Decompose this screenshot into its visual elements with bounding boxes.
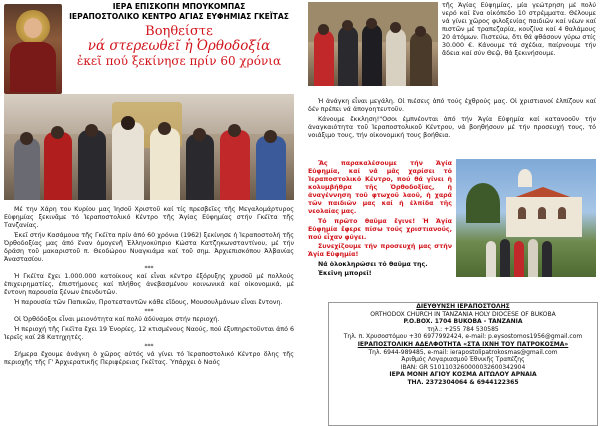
left-body-text [4,206,294,369]
separator-stars: *** [144,308,154,315]
left-paragraph-6: Ἡ περιοχή τῆς Γκέϊτα ἔχει 19 Ἐνορίες, 12 κτισμένους Ναούς, πού ἐξυπηρετοῦνται ἀπό 6 Ἱερεῖς καί 28 Κατηχητές. [4,326,294,341]
contact-box [328,302,598,426]
face-shape [24,18,42,38]
right-column [308,2,596,424]
right-paragraph-3: Κάνουμε ἔκκληση!"Οσοι ἐμπνέονται ἀπό τήν Ἁγία Εὐφημία καί κατανοοῦν τήν ἀναγκαιότητα τοῦ Ἱεραποστολικοῦ Κέντρου, νά βοηθήσουν μέ τήν προσευχή τους, τό νοιάξιμο τους, τήν οἰκονομική τους βοήθεια. [308,115,596,139]
saint-icon-image [4,4,62,94]
community-group-photo [308,2,438,86]
title-line-3: ἐκεῖ πού ξεκίνησε πρίν 60 χρόνια [76,54,282,68]
contact-iban: IBAN: GR 5101103260000032600342904 [400,363,526,371]
robe-shape [10,42,56,92]
left-paragraph-5: Οἱ Ὀρθόδοξοι εἶναι μειονότητα καί πολύ ἀδύναμοι στήν περιοχή. [14,316,220,323]
contact-brotherhood: ΙΕΡΑΠΟΣΤΟΛΙΚΗ ΑΔΕΛΦΟΤΗΤΑ «ΣΤΑ ΙΧΝΗ ΤΟΥ ΠΑΤΡΟΚΟΣΜΑ» [357,340,569,348]
contact-monastery: ΙΕΡΑ ΜΟΝΗ ΑΓΙΟΥ ΚΟΣΜΑ ΑΙΤΩΛΟΥ ΑΡΝΑΙΑ [389,371,537,379]
separator-stars: *** [144,265,154,272]
contact-heading: ΔΙΕΥΘΥΝΣΗ ΙΕΡΑΠΟΣΤΟΛΗΣ [416,303,510,310]
right-paragraph-1: τῆς Ἁγίας Εὐφημίας, μία γεώτρηση μέ πολύ νερό καί ἕνα οἰκόπεδο 10 στρέμματα. Θέλουμε νά γίνει χῶρος φιλοξενίας παιδιῶν καί νέων καί πιστῶν μέ τραπεζαρία, κουζίνα καί 4 θαλάμους 20 ἀτόμων. Πιστεύω, ὅτι θά φθάσουν γύρω στίς 30.000 €. Κάνουμε τά σχέδια, παίρνουμε τήν ἄδεια καί σύν Θεῷ, θά ξεκινήσουμε. [442,2,596,57]
right-text-middle [308,98,596,141]
left-paragraph-7: Σήμερα ἔχουμε ἀνάγκη ὁ χῶρος αὐτός νά γίνει τό Ἱεραποστολικό Κέντρο ὅλης τῆς περιοχῆς τῆς Γ' Ἀρχιερατικῆς Περιφέρειας Γκέϊτας. Ὑπάρχει ὁ Ναός [4,351,294,366]
contact-phone-tz: τηλ.: +255 784 530585 [427,325,499,333]
church-building-photo [456,159,596,277]
left-paragraph-4: Ἡ παρουσία τῶν Παπικῶν, Προτεσταντῶν κάθε εἴδους, Μουσουλμάνων εἶναι ἔντονη. [14,299,283,306]
clergy-group-photo [4,94,294,200]
right-paragraph-2: Ἡ ἀνάγκη εἶναι μεγάλη. Οἱ πιέσεις ἀπό τούς ἐχθρούς μας. Οἱ χριστιανοί ἐλπίζουν καί δέν πρέπει νά ἀπογοητευτοῦν. [308,98,596,113]
contact-monastery-phone: ΤΗΛ. 2372304064 & 6944122365 [407,378,519,386]
right-paragraph-6: Συνεχίζουμε τήν προσευχή μας στήν Ἁγία Εὐφημία! [308,243,452,258]
right-text-lower [308,160,452,280]
left-paragraph-2: Ἐκεῖ στήν Κασάμουα τῆς Γκέϊτα πρίν ἀπό 60 χρόνια (1962) ξεκίνησε ἡ Ἱεραποστολή τῆς Ὀρθοδοξίας μας ἀπό ἕναν ὁμογενῆ Ἑλληνοκύπριο Κώστα Κατζηκωνσταντίνου, μέ τήν δράση τοῦ μακαριστοῦ π. Θεοδώρου Νυαγκιάμα καί τοῦ σημ. Ἀρχιεπισκόπου Ἀλβανίας Ἀναστασίου. [4,232,294,263]
right-paragraph-7: Νά ὁλοκληρώσει τό θαῦμα της. [318,260,428,268]
title-line-1: Βοηθείστε [145,24,213,39]
left-paragraph-3: Ἡ Γκέϊτα ἔχει 1.000.000 κατοίκους καί εἶναι κέντρο ἐξόρυξης χρυσοῦ μέ πολλούς ἐπιχειρηματίες, ἐπιστήμονες καί πλήθος ἀνεβασμένου κοινωνικά καί οἰκονομικά, μέ ἔντονη παρουσία ξένων ἐπενδυτῶν. [4,273,294,296]
contact-church: ORTHODOX CHURCH IN TANZANIA HOLY DIOCESE OF BUKOBA [370,310,556,318]
right-paragraph-8: Ἐκεῖνη μπορεῖ! [318,270,372,277]
left-column [4,2,294,424]
contact-phone-priest: Τηλ. π. Χρυσοστόμου +30 6977992424, e-mail: p.eysostomos1956@gmail.com [343,333,583,341]
contact-bank: Ἀριθμός Λογαριασμοῦ Ἐθνικῆς Τραπέζης [401,356,525,364]
right-text-top [442,2,596,60]
title-line-2: νά στερεωθεῖ ἡ Ὀρθοδοξία [87,38,271,54]
header-line-1: ΙΕΡΑ ΕΠΙΣΚΟΠΗ ΜΠΟΥΚΟΜΠΑΣ [112,2,246,11]
separator-stars: *** [144,343,154,350]
left-paragraph-1: Μέ την Χάρη του Κυρίου μας Ἰησοῦ Χριστοῦ καί τίς πρεσβεῖες τῆς Μεγαλομάρτυρος Εὐφημίας ξεκινᾶμε τό Ἱεραποστολικό Κέντρο τῆς Ἁγίας Εὐφημίας στήν Γκέϊτα τῆς Τανζανίας. [4,206,294,229]
contact-pobox: P.O.BOX. 1704 BUKOBA - TANZANIA [403,318,523,326]
right-paragraph-5: Τό πρῶτο θαῦμα ἔγινε! Ἡ Ἁγία Εὐφημία ἔφερε πίσω τούς χριστιανούς, πού εἶχαν φύγει. [308,217,452,241]
contact-brotherhood-phone: Τηλ. 6944-989485, e-mail: ierapostolipatrokosmas@gmail.com [368,348,558,356]
header-line-2: ΙΕΡΑΠΟΣΤΟΛΙΚΟ ΚΕΝΤΡΟ ΑΓΙΑΣ ΕΥΦΗΜΙΑΣ ΓΚΕΪΤΑΣ [69,11,289,21]
right-paragraph-4: Ἄς παρακαλέσουμε τήν Ἁγία Εὐφημία, καί νά μᾶς χαρίσει τό Ἱεραποστολικό Κέντρο, πού θά γίνει ἡ κολυμβήθρα τῆς Ὀρθοδοξίας, ἡ ἀναγέννηση τοῦ φτωχοῦ λαοῦ, ἡ χαρά τῶν παιδιῶν μας καί ἡ ἐλπίδα τῆς νεολαίας μας. [308,160,452,215]
